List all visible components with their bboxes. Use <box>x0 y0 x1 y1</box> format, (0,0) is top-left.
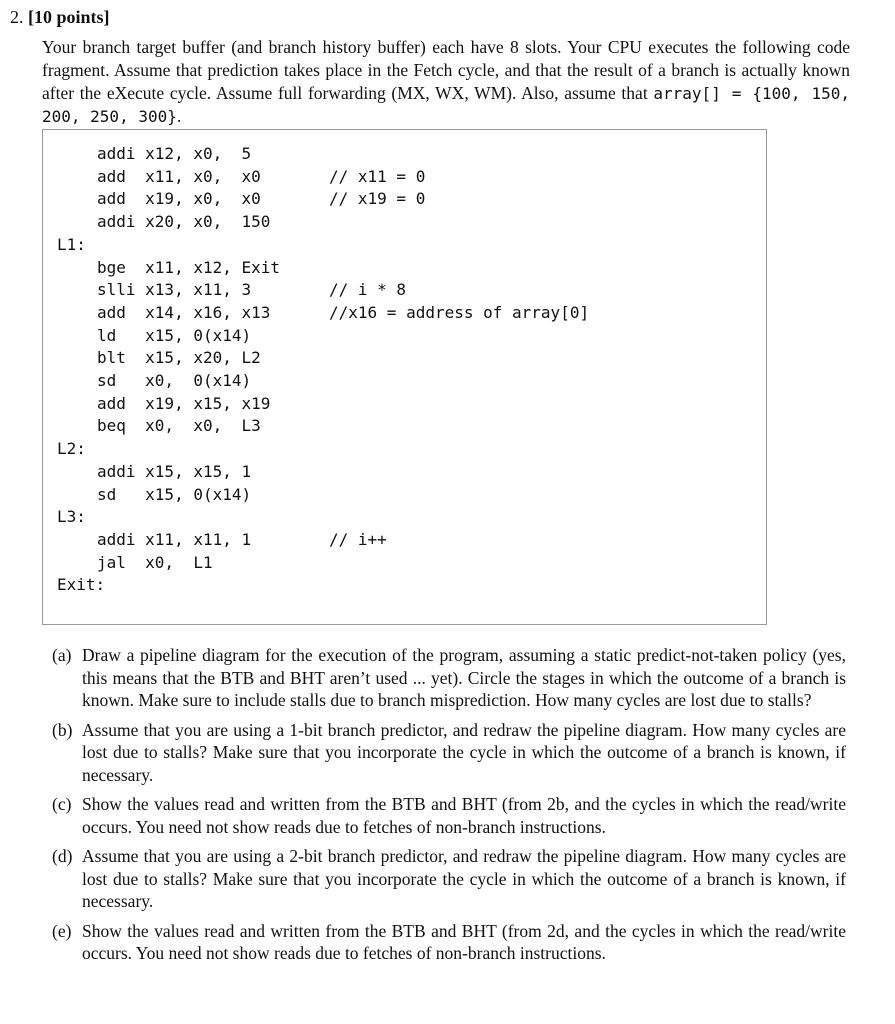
part-label: (b) <box>52 719 73 740</box>
part-d <box>52 845 846 913</box>
part-label: (d) <box>52 846 73 866</box>
array-definition: array[] = {100, 150, 200, 250, 300} <box>42 84 851 126</box>
code-instruction: sd x0, 0(x14) <box>97 371 252 390</box>
part-e <box>52 920 846 965</box>
question-points: [10 points] <box>28 7 110 27</box>
code-instruction: addi x11, x11, 1 <box>97 529 252 549</box>
part-text: Draw a pipeline diagram for the execution of the program, assuming a static predict-not-taken policy (yes, this means that the BTB and BHT aren’t used ... yet). Circle the stages in which the outcome of a branch is known. Make sure to include stalls due to branch misprediction. How many cycles are lost due to stalls? <box>82 645 846 710</box>
code-instruction: slli x13, x11, 3 <box>97 280 252 300</box>
code-comment: // i++ <box>329 529 387 549</box>
part-text: Show the values read and written from the BTB and BHT (from 2d, and the cycles in which the read/write occurs. You need not show reads due to fetches of non-branch instructions. <box>82 920 846 963</box>
part-text: Assume that you are using a 2-bit branch predictor, and redraw the pipeline diagram. How many cycles are lost due to stalls? Make sure that you incorporate the cycle in which the outcome of a branch is known, if necessary. <box>82 846 846 911</box>
code-instruction: beq x0, x0, L3 <box>97 416 261 436</box>
code-label: L1: <box>57 234 86 254</box>
question-intro <box>42 36 850 128</box>
code-instruction: blt x15, x20, L2 <box>97 348 261 368</box>
code-comment: // x19 = 0 <box>329 189 426 209</box>
part-text: Show the values read and written from the BTB and BHT (from 2b, and the cycles in which the read/write occurs. You need not show reads due to fetches of non-branch instructions. <box>82 794 846 837</box>
code-instruction: add x19, x15, x19 <box>97 393 271 413</box>
code-comment: // i * 8 <box>329 280 407 300</box>
part-b <box>52 719 846 787</box>
code-label: Exit: <box>57 575 106 595</box>
code-instruction: add x14, x16, x13 <box>97 302 271 322</box>
question-number: 2. <box>10 7 24 27</box>
code-instruction: bge x11, x12, Exit <box>97 257 281 277</box>
part-a <box>52 644 846 712</box>
code-listing <box>42 129 767 625</box>
intro-period: . <box>176 106 182 126</box>
intro-text: Your branch target buffer (and branch history buffer) each have 8 slots. Your CPU executes the following code fragment. Assume that prediction takes place in the Fetch cycle, and that the result of a branch is actually known after the eXecute cycle. Assume full forwarding (MX, WX, WM). Also, assume that <box>42 37 850 103</box>
code-comment: // x11 = 0 <box>329 166 426 186</box>
code-instruction: addi x20, x0, 150 <box>97 212 271 232</box>
part-label: (c) <box>52 794 72 814</box>
code-comment: //x16 = address of array[0] <box>329 302 590 322</box>
code-instruction: addi x15, x15, 1 <box>97 461 252 481</box>
part-text: Assume that you are using a 1-bit branch predictor, and redraw the pipeline diagram. How many cycles are lost due to stalls? Make sure that you incorporate the cycle in which the outcome of a branch is known, if necessary. <box>82 719 846 785</box>
code-instruction: jal x0, L1 <box>97 552 213 572</box>
part-label: (a) <box>52 645 72 665</box>
question-header <box>10 6 110 28</box>
code-instruction: add x11, x0, x0 <box>97 166 261 186</box>
code-instruction: ld x15, 0(x14) <box>97 325 252 345</box>
code-label: L3: <box>57 507 86 527</box>
part-c <box>52 793 846 838</box>
sub-questions <box>52 644 846 972</box>
code-instruction: add x19, x0, x0 <box>97 189 261 209</box>
code-instruction: addi x12, x0, 5 <box>97 144 252 163</box>
code-label: L2: <box>57 439 86 459</box>
part-label: (e) <box>52 920 72 941</box>
code-instruction: sd x15, 0(x14) <box>97 484 252 504</box>
